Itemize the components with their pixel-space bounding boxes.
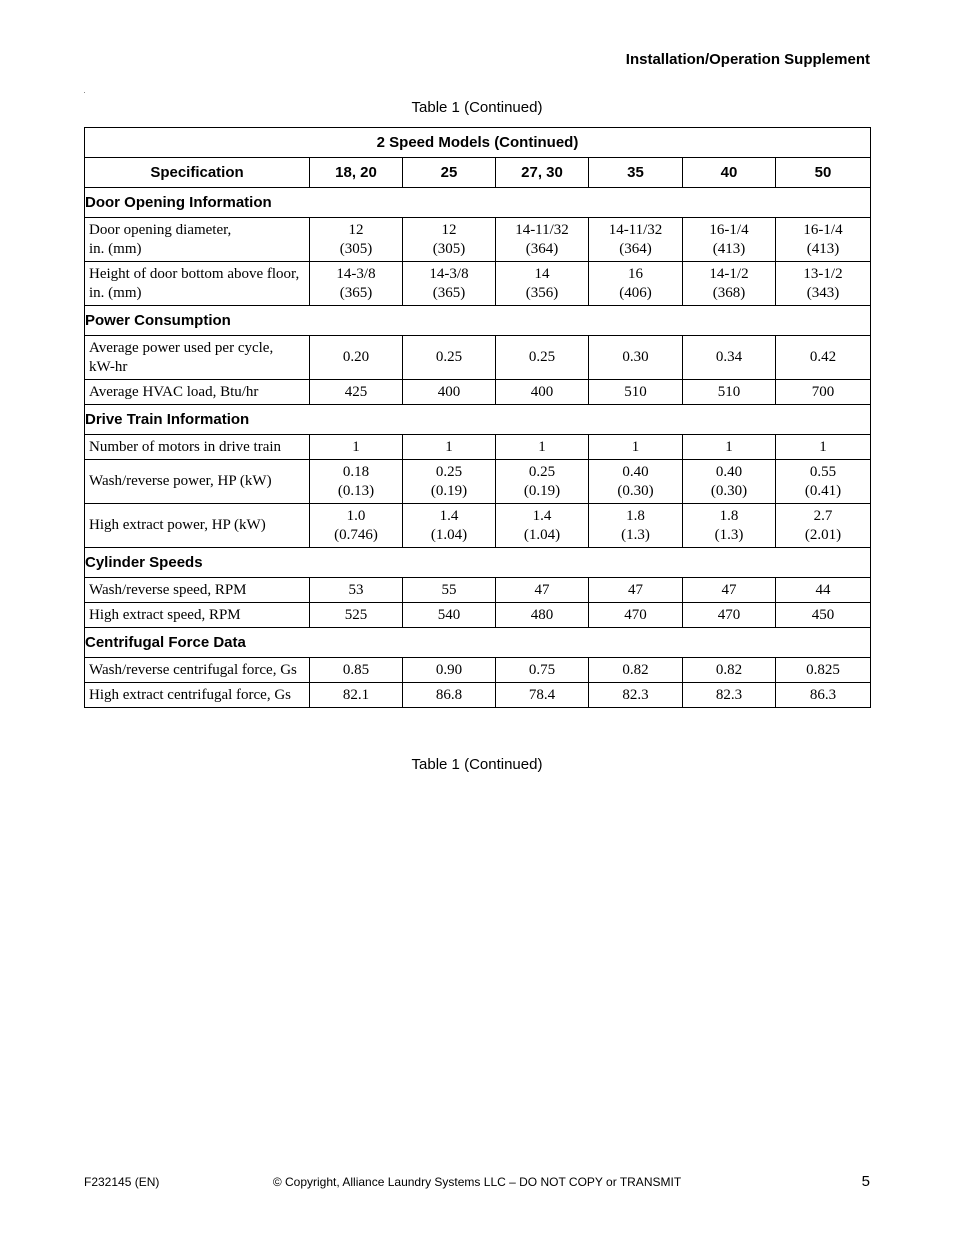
- row-label: [85, 603, 310, 628]
- cell-value: 1: [538, 438, 546, 455]
- section-heading: Drive Train Information: [85, 405, 871, 435]
- cell-value: 0.20: [342, 349, 370, 365]
- table-cell: [403, 460, 496, 504]
- table-cell: [496, 460, 589, 504]
- row-label: [85, 683, 310, 708]
- cell-value: 44: [815, 581, 831, 598]
- column-header-specification: Specification: [85, 158, 310, 188]
- table-cell: [683, 658, 776, 683]
- cell-metric-value: (0.19): [523, 482, 561, 499]
- table-cell: [403, 336, 496, 380]
- table-cell: [683, 336, 776, 380]
- page-mark: [84, 92, 85, 93]
- table-cell: [496, 658, 589, 683]
- cell-value: 450: [811, 606, 835, 623]
- cell-value: 1: [725, 438, 733, 455]
- table-cell: [776, 262, 871, 306]
- table-row: [85, 336, 871, 380]
- table-cell: [683, 262, 776, 306]
- cell-value: 540: [437, 606, 461, 623]
- table-cell: [589, 683, 683, 708]
- row-label: [85, 380, 310, 405]
- column-header-model: 40: [683, 158, 776, 188]
- cell-value: 0.40: [622, 463, 649, 480]
- cell-value: 82.1: [342, 686, 370, 703]
- cell-metric-value: (305): [339, 240, 373, 257]
- cell-value: 510: [717, 383, 741, 400]
- cell-value: 0.82: [715, 661, 743, 678]
- table-cell: [310, 262, 403, 306]
- table-cell: [403, 262, 496, 306]
- table-row: [85, 380, 871, 405]
- cell-value: 1.0: [346, 507, 366, 524]
- cell-metric-value: (0.41): [804, 482, 842, 499]
- table-cell: [589, 603, 683, 628]
- table-row: [85, 460, 871, 504]
- cell-value: 0.30: [622, 349, 649, 365]
- cell-metric-value: (0.13): [337, 482, 375, 499]
- table-row: [85, 504, 871, 548]
- table-cell: [776, 218, 871, 262]
- cell-value: 12: [441, 221, 457, 238]
- table-cell: [310, 603, 403, 628]
- table-caption-top: Table 1 (Continued): [411, 99, 543, 116]
- cell-metric-value: (364): [525, 240, 559, 257]
- column-header-model: 18, 20: [310, 158, 403, 188]
- table-row: [85, 683, 871, 708]
- cell-value: 1: [819, 438, 827, 455]
- cell-metric-value: (0.30): [617, 482, 654, 499]
- table-cell: [683, 460, 776, 504]
- column-header-model: 27, 30: [496, 158, 589, 188]
- cell-metric-value: (413): [712, 240, 746, 257]
- cell-value: 470: [624, 606, 647, 623]
- cell-value: 0.90: [435, 661, 463, 678]
- cell-value: 0.55: [809, 463, 837, 480]
- table-cell: [776, 435, 871, 460]
- section-heading-row: [85, 188, 871, 218]
- cell-value: 14-3/8: [429, 265, 469, 282]
- cell-value: 0.85: [342, 661, 370, 678]
- table-row: [85, 578, 871, 603]
- row-label: [85, 658, 310, 683]
- table-cell: [496, 578, 589, 603]
- row-label-line: Average power used per cycle,: [89, 339, 274, 356]
- table-row: [85, 435, 871, 460]
- table-cell: [310, 683, 403, 708]
- row-label-line: kW-hr: [89, 358, 128, 375]
- cell-value: 12: [348, 221, 364, 238]
- table-cell: [589, 578, 683, 603]
- table-cell: [683, 218, 776, 262]
- cell-value: 82.3: [622, 686, 649, 703]
- cell-value: 1: [631, 438, 640, 455]
- cell-metric-value: (413): [806, 240, 840, 257]
- row-label-line: in. (mm): [89, 284, 142, 301]
- cell-value: 82.3: [715, 686, 743, 703]
- row-label: [85, 578, 310, 603]
- cell-value: 0.25: [435, 463, 463, 480]
- table-cell: [683, 603, 776, 628]
- row-label-line: High extract centrifugal force, Gs: [89, 686, 291, 703]
- cell-metric-value: (0.19): [430, 482, 468, 499]
- cell-value: 1.8: [719, 507, 739, 524]
- column-header-model: 25: [403, 158, 496, 188]
- cell-value: 400: [437, 383, 461, 400]
- table-cell: [403, 435, 496, 460]
- cell-value: 425: [344, 383, 368, 400]
- table-cell: [683, 578, 776, 603]
- cell-value: 2.7: [813, 507, 833, 524]
- row-label-line: Wash/reverse centrifugal force, Gs: [89, 661, 297, 678]
- cell-value: 470: [717, 606, 741, 623]
- table-cell: [496, 380, 589, 405]
- cell-metric-value: (365): [432, 284, 466, 301]
- table-cell: [776, 578, 871, 603]
- table-cell: [589, 460, 683, 504]
- cell-value: 14-11/32: [515, 221, 569, 238]
- column-header-row: [85, 158, 871, 188]
- table-cell: [496, 218, 589, 262]
- table-caption-bottom: Table 1 (Continued): [411, 756, 543, 773]
- cell-value: 86.3: [809, 686, 837, 703]
- table-cell: [589, 504, 683, 548]
- cell-value: 510: [624, 383, 647, 400]
- cell-value: 1.4: [439, 507, 459, 524]
- table-cell: [496, 336, 589, 380]
- table-cell: [310, 658, 403, 683]
- column-header-model: 35: [589, 158, 683, 188]
- cell-value: 1.8: [626, 507, 645, 524]
- row-label: [85, 218, 310, 262]
- table-cell: [310, 504, 403, 548]
- cell-value: 0.825: [806, 661, 840, 678]
- table-cell: [776, 336, 871, 380]
- table-cell: [589, 658, 683, 683]
- section-heading: Cylinder Speeds: [85, 548, 871, 578]
- section-heading-row: [85, 548, 871, 578]
- row-label-line: Wash/reverse power, HP (kW): [89, 473, 272, 489]
- table-cell: [403, 218, 496, 262]
- cell-value: 0.18: [342, 463, 370, 480]
- cell-metric-value: (0.30): [710, 482, 748, 499]
- section-heading-row: [85, 306, 871, 336]
- table-cell: [310, 435, 403, 460]
- cell-value: 0.40: [715, 463, 743, 480]
- cell-metric-value: (343): [806, 284, 840, 301]
- cell-metric-value: (1.3): [621, 526, 650, 543]
- cell-value: 525: [344, 606, 368, 623]
- cell-value: 480: [530, 606, 554, 623]
- cell-value: 16: [628, 265, 643, 282]
- table-cell: [776, 460, 871, 504]
- table-row: [85, 218, 871, 262]
- table-cell: [310, 578, 403, 603]
- table-cell: [403, 603, 496, 628]
- row-label: [85, 435, 310, 460]
- cell-value: 0.82: [622, 661, 649, 678]
- table-cell: [403, 658, 496, 683]
- table-cell: [310, 380, 403, 405]
- cell-metric-value: (406): [619, 284, 652, 301]
- table-cell: [589, 380, 683, 405]
- cell-value: 47: [721, 581, 737, 598]
- cell-value: 1: [445, 438, 453, 455]
- row-label: [85, 336, 310, 380]
- section-heading: Door Opening Information: [85, 188, 871, 218]
- cell-metric-value: (364): [619, 240, 652, 257]
- row-label: [85, 262, 310, 306]
- table-row: [85, 658, 871, 683]
- column-header-model: 50: [776, 158, 871, 188]
- cell-value: 47: [628, 581, 643, 598]
- cell-metric-value: (0.746): [334, 526, 378, 543]
- row-label-line: Number of motors in drive train: [89, 438, 282, 455]
- cell-value: 86.8: [435, 686, 463, 703]
- table-row: [85, 603, 871, 628]
- cell-value: 14-11/32: [608, 221, 663, 238]
- row-label-line: High extract speed, RPM: [89, 606, 241, 623]
- table-cell: [496, 435, 589, 460]
- cell-value: 78.4: [528, 686, 556, 703]
- page-number: 5: [861, 1173, 870, 1190]
- table-cell: [776, 658, 871, 683]
- table-cell: [683, 380, 776, 405]
- table-cell: [310, 218, 403, 262]
- table-cell: [683, 435, 776, 460]
- cell-value: 0.42: [809, 349, 837, 365]
- row-label-line: Wash/reverse speed, RPM: [89, 581, 247, 598]
- cell-metric-value: (305): [432, 240, 466, 257]
- row-label-line: in. (mm): [89, 240, 142, 257]
- table-cell: [310, 460, 403, 504]
- specifications-table: [84, 127, 871, 708]
- cell-value: 14-1/2: [709, 265, 749, 282]
- table-cell: [776, 380, 871, 405]
- cell-value: 55: [441, 581, 457, 598]
- table-cell: [683, 504, 776, 548]
- table-cell: [496, 504, 589, 548]
- cell-metric-value: (365): [339, 284, 373, 301]
- table-cell: [496, 683, 589, 708]
- section-heading: Power Consumption: [85, 306, 871, 336]
- row-label: [85, 460, 310, 504]
- table-cell: [589, 262, 683, 306]
- cell-metric-value: (2.01): [804, 526, 842, 543]
- section-heading: Centrifugal Force Data: [85, 628, 871, 658]
- row-label: [85, 504, 310, 548]
- cell-value: 700: [811, 383, 835, 400]
- table-cell: [403, 578, 496, 603]
- table-cell: [496, 262, 589, 306]
- cell-value: 1.4: [532, 507, 552, 524]
- cell-value: 0.25: [435, 349, 463, 365]
- cell-metric-value: (1.3): [714, 526, 744, 543]
- cell-value: 400: [530, 383, 554, 400]
- table-cell: [776, 603, 871, 628]
- cell-value: 47: [534, 581, 550, 598]
- table-cell: [589, 336, 683, 380]
- cell-metric-value: (1.04): [430, 526, 468, 543]
- table-cell: [403, 504, 496, 548]
- cell-metric-value: (368): [712, 284, 746, 301]
- table-cell: [403, 380, 496, 405]
- table-body: [85, 188, 871, 708]
- footer-doc-id: F232145 (EN): [84, 1175, 160, 1189]
- table-cell: [403, 683, 496, 708]
- section-heading-row: [85, 405, 871, 435]
- table-cell: [776, 683, 871, 708]
- table-cell: [496, 603, 589, 628]
- table-row: [85, 262, 871, 306]
- cell-value: 14-3/8: [336, 265, 376, 282]
- row-label-line: Door opening diameter,: [89, 221, 232, 238]
- table-cell: [776, 504, 871, 548]
- footer-copyright: © Copyright, Alliance Laundry Systems LLC – DO NOT COPY or TRANSMIT: [272, 1175, 682, 1189]
- cell-value: 0.75: [528, 661, 556, 678]
- cell-metric-value: (356): [525, 284, 559, 301]
- cell-value: 1: [352, 438, 360, 455]
- cell-value: 0.25: [528, 349, 556, 365]
- table-cell: [310, 336, 403, 380]
- cell-value: 0.34: [715, 349, 743, 365]
- table-cell: [589, 218, 683, 262]
- table-title: 2 Speed Models (Continued): [85, 128, 871, 158]
- cell-value: 16-1/4: [709, 221, 749, 238]
- section-heading-row: [85, 628, 871, 658]
- cell-metric-value: (1.04): [523, 526, 561, 543]
- row-label-line: Average HVAC load, Btu/hr: [89, 383, 259, 400]
- cell-value: 53: [348, 581, 364, 598]
- table-cell: [683, 683, 776, 708]
- table-cell: [589, 435, 683, 460]
- row-label-line: Height of door bottom above floor,: [89, 265, 300, 282]
- cell-value: 13-1/2: [803, 265, 843, 282]
- row-label-line: High extract power, HP (kW): [89, 517, 266, 533]
- cell-value: 0.25: [528, 463, 556, 480]
- page-header-title: Installation/Operation Supplement: [625, 51, 870, 68]
- cell-value: 14: [534, 265, 550, 282]
- cell-value: 16-1/4: [803, 221, 843, 238]
